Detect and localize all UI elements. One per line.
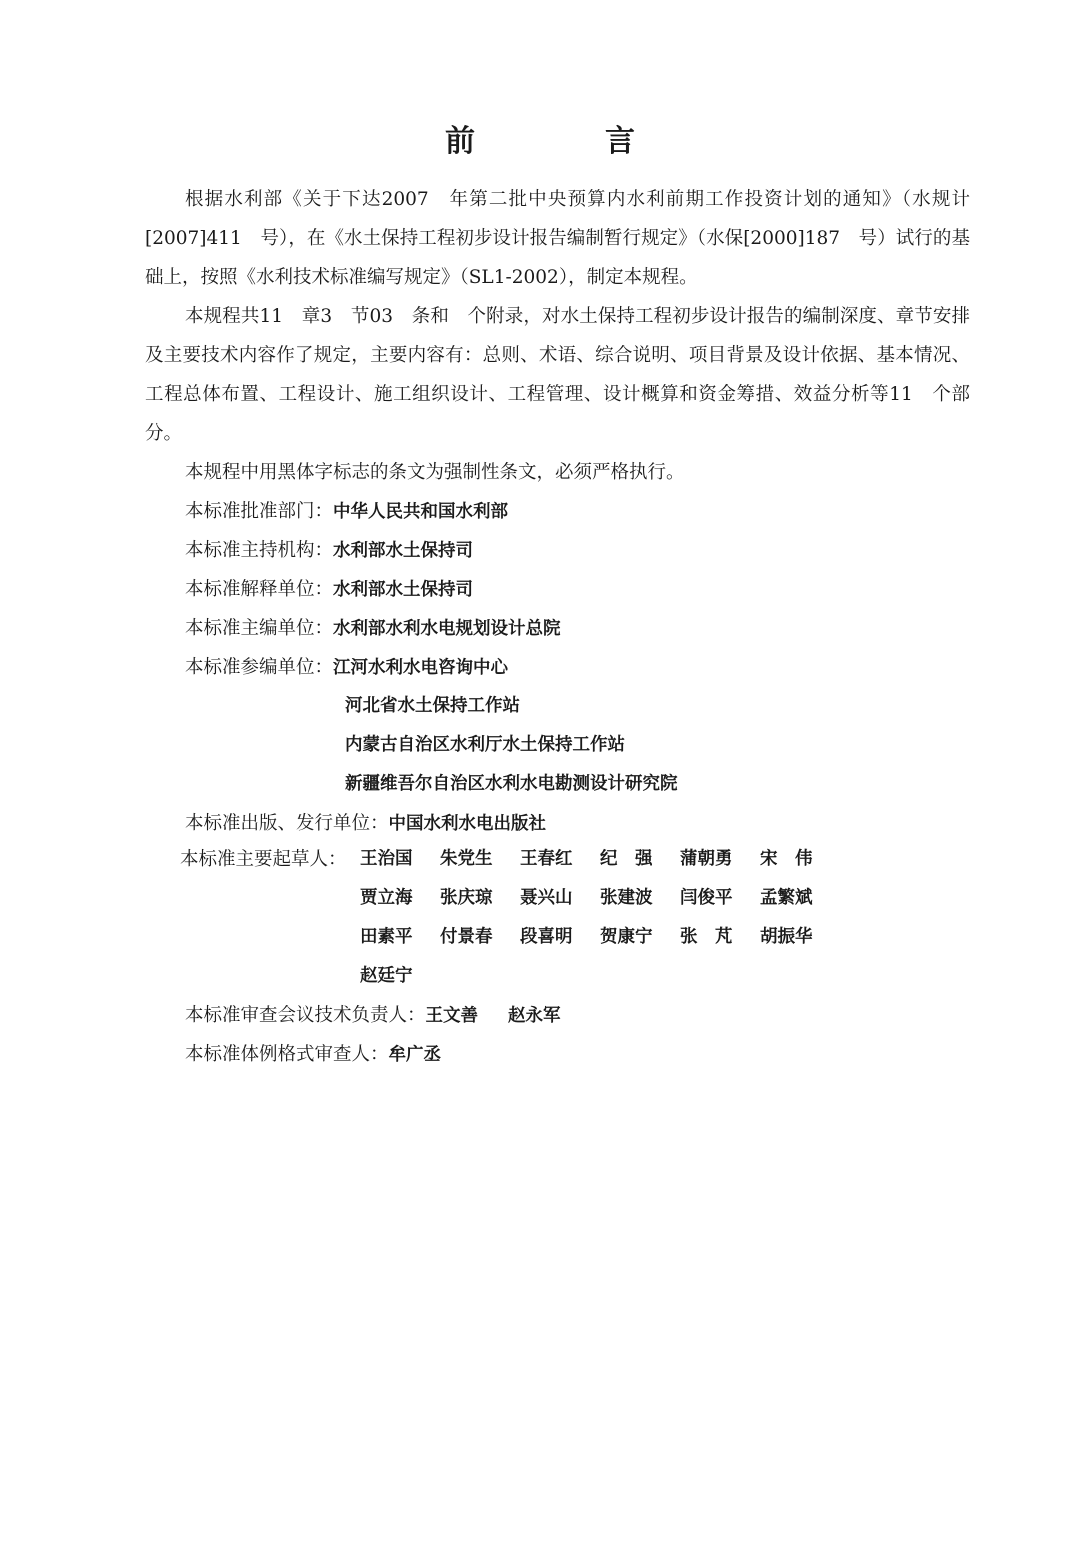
drafter-name: 朱党生	[440, 849, 493, 869]
drafter-name: 宋 伟	[760, 849, 813, 869]
drafter-name: 胡振华	[760, 927, 813, 947]
participant-2: 河北省水土保持工作站	[345, 696, 520, 716]
drafter-name: 王治国	[360, 849, 413, 869]
publisher-value: 中国水利水电出版社	[388, 814, 547, 834]
drafter-name: 张 芃	[680, 927, 733, 947]
drafter-name: 张庆琼	[440, 888, 493, 908]
participant-3: 内蒙古自治区水利厅水土保持工作站	[345, 735, 625, 755]
drafter-name: 贺康宁	[600, 927, 653, 947]
host-value: 水利部水土保持司	[333, 541, 474, 561]
paragraph-basis: 根据水利部《关于下达2007 年第二批中央预算内水利前期工作投资计划的通知》（水规计[2007]411 号），在《水土保持工程初步设计报告编制暂行规定》（水保[2000]187 号）试行的基础上，按照《水利技术标准编写规定》（SL1-2002），制定本规程。	[145, 189, 970, 288]
review-name-1: 王文善	[425, 1006, 479, 1026]
drafter-name: 贾立海	[360, 888, 413, 908]
drafters-label: 本标准主要起草人：	[180, 849, 347, 870]
page-title: 前 言	[445, 124, 685, 159]
chief-row	[185, 609, 561, 649]
drafter-name: 孟繁斌	[760, 888, 813, 908]
format-row	[185, 1035, 441, 1075]
drafter-name: 蒲朝勇	[680, 849, 733, 869]
drafter-name: 闫俊平	[680, 888, 733, 908]
drafter-name: 田素平	[360, 927, 413, 947]
host-label: 本标准主持机构：	[185, 540, 334, 561]
format-label: 本标准体例格式审查人：	[185, 1044, 389, 1065]
participant-1: 江河水利水电咨询中心	[333, 658, 509, 678]
drafter-name: 王春红	[520, 849, 573, 869]
paragraph-scope: 本规程共11 章3 节03 条和 个附录，对水土保持工程初步设计报告的编制深度、章节安排及主要技术内容作了规定，主要内容有：总则、术语、综合说明、项目背景及设计依据、基本情况、工程总体布置、工程设计、施工组织设计、工程管理、设计概算和资金筹措、效益分析等11 个部分。	[145, 306, 970, 444]
review-row	[185, 996, 561, 1036]
host-row	[185, 531, 473, 571]
publisher-label: 本标准出版、发行单位：	[185, 813, 389, 834]
chief-label: 本标准主编单位：	[185, 618, 334, 639]
review-name-2: 赵永军	[508, 1006, 561, 1026]
interpret-value: 水利部水土保持司	[333, 580, 474, 600]
participants-label: 本标准参编单位：	[185, 657, 334, 678]
format-value: 牟广丞	[388, 1045, 442, 1065]
interpret-row	[185, 570, 473, 610]
approve-row	[185, 492, 508, 532]
drafter-name: 纪 强	[600, 849, 653, 869]
approve-label: 本标准批准部门：	[185, 501, 334, 522]
participant-4: 新疆维吾尔自治区水利水电勘测设计研究院	[345, 774, 678, 794]
drafter-name: 赵廷宁	[360, 966, 413, 986]
drafter-name: 段喜明	[520, 927, 573, 947]
paragraph-mandatory: 本规程中用黑体字标志的条文为强制性条文，必须严格执行。	[185, 462, 685, 483]
chief-value: 水利部水利水电规划设计总院	[333, 619, 561, 639]
participants-row	[185, 648, 508, 688]
approve-value: 中华人民共和国水利部	[333, 502, 509, 522]
drafter-name: 付景春	[440, 927, 493, 947]
interpret-label: 本标准解释单位：	[185, 579, 334, 600]
review-label: 本标准审查会议技术负责人：	[185, 1005, 426, 1026]
publisher-row	[185, 804, 546, 844]
drafter-name: 张建波	[600, 888, 653, 908]
drafter-name: 聂兴山	[520, 888, 573, 908]
